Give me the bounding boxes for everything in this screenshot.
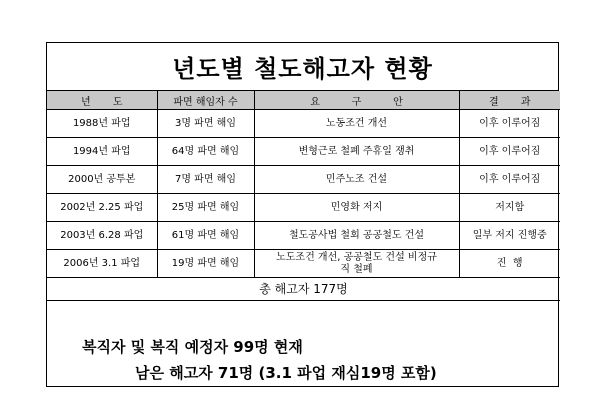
demand-cell: 민주노조 건설	[254, 166, 459, 194]
document-title: 년도별 철도해고자 현황	[47, 43, 558, 91]
column-header-year: 년 도	[47, 91, 157, 110]
table-row	[47, 166, 560, 194]
result-cell: 이후 이루어짐	[459, 166, 560, 194]
year-cell: 2003년 6.28 파업	[47, 222, 157, 250]
dismissal-status-document	[46, 42, 559, 387]
result-cell: 진 행	[459, 250, 560, 278]
dismissal-table	[47, 91, 560, 301]
total-row	[47, 278, 560, 301]
table-row	[47, 110, 560, 138]
summary-box	[47, 330, 558, 386]
remaining-summary: 남은 해고자 71명 (3.1 파업 재심19명 포함)	[135, 364, 437, 382]
dismissed-cell: 19명 파면 해임	[157, 250, 254, 278]
dismissed-cell: 61명 파면 해임	[157, 222, 254, 250]
demand-cell: 민영화 저지	[254, 194, 459, 222]
demand-cell: 변형근로 철폐 주휴일 쟁취	[254, 138, 459, 166]
result-cell: 이후 이루어짐	[459, 138, 560, 166]
table-header-row	[47, 91, 560, 110]
column-header-result: 결 과	[459, 91, 560, 110]
column-header-dismissed: 파면 해임자 수	[157, 91, 254, 110]
year-cell: 1988년 파업	[47, 110, 157, 138]
year-cell: 1994년 파업	[47, 138, 157, 166]
result-cell: 일부 저지 진행중	[459, 222, 560, 250]
reinstated-summary: 복직자 및 복직 예정자 99명 현재	[82, 338, 303, 356]
dismissed-cell: 64명 파면 해임	[157, 138, 254, 166]
result-cell: 저지함	[459, 194, 560, 222]
year-cell: 2000년 공투본	[47, 166, 157, 194]
demand-cell: 노도조건 개선, 공공철도 건설 비정규직 철폐	[254, 250, 459, 278]
demand-cell: 철도공사법 철회 공공철도 건설	[254, 222, 459, 250]
table-row	[47, 194, 560, 222]
demand-cell: 노동조건 개선	[254, 110, 459, 138]
year-cell: 2006년 3.1 파업	[47, 250, 157, 278]
total-dismissed: 총 해고자 177명	[47, 278, 560, 301]
dismissed-cell: 25명 파면 해임	[157, 194, 254, 222]
table-row	[47, 250, 560, 278]
table-row	[47, 222, 560, 250]
result-cell: 이후 이루어짐	[459, 110, 560, 138]
column-header-demand: 요 구 안	[254, 91, 459, 110]
dismissed-cell: 7명 파면 해임	[157, 166, 254, 194]
table-row	[47, 138, 560, 166]
year-cell: 2002년 2.25 파업	[47, 194, 157, 222]
dismissed-cell: 3명 파면 해임	[157, 110, 254, 138]
